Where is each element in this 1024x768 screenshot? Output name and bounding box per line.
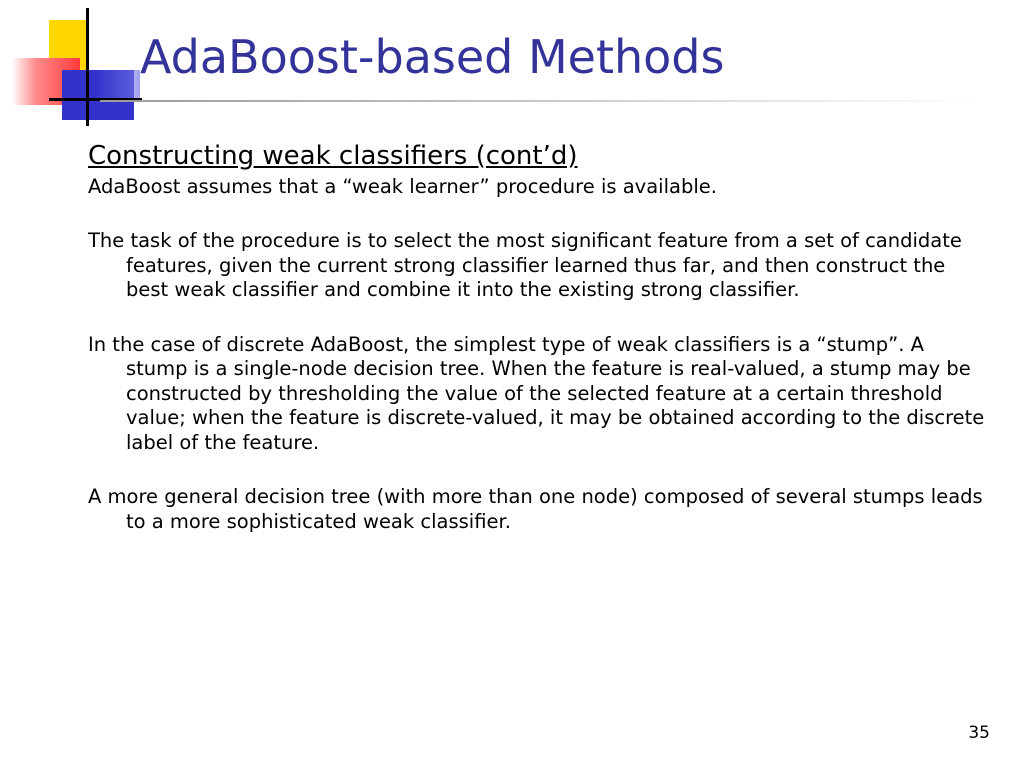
paragraph-stump: In the case of discrete AdaBoost, the simplest type of weak classifiers is a “stump”. A stump is a single-node decision tree. When the feature is real-valued, a stump may be constructed by thresholding the value of the selected feature at a certain threshold value; when the feature is discrete-valued, it may be obtained according to the discrete label of the feature.: [88, 332, 985, 454]
section-subheading: Constructing weak classifiers (cont’d): [88, 141, 578, 171]
paragraph-decision-tree: A more general decision tree (with more than one node) composed of several stumps leads to a more sophisticated weak classifier.: [88, 485, 983, 533]
logo-vertical-line: [86, 8, 89, 126]
page-number: 35: [968, 723, 990, 743]
slide-title: AdaBoost-based Methods: [140, 30, 725, 84]
paragraph-task: The task of the procedure is to select the most significant feature from a set of candidate features, given the current strong classifier learned thus far, and then construct the best weak classifier and combine it into the existing strong classifier.: [88, 229, 962, 302]
title-divider: [100, 100, 980, 102]
decorative-squares-logo: [0, 0, 140, 135]
slide-body: [88, 140, 988, 534]
paragraph-intro: AdaBoost assumes that a “weak learner” procedure is available.: [88, 174, 717, 198]
